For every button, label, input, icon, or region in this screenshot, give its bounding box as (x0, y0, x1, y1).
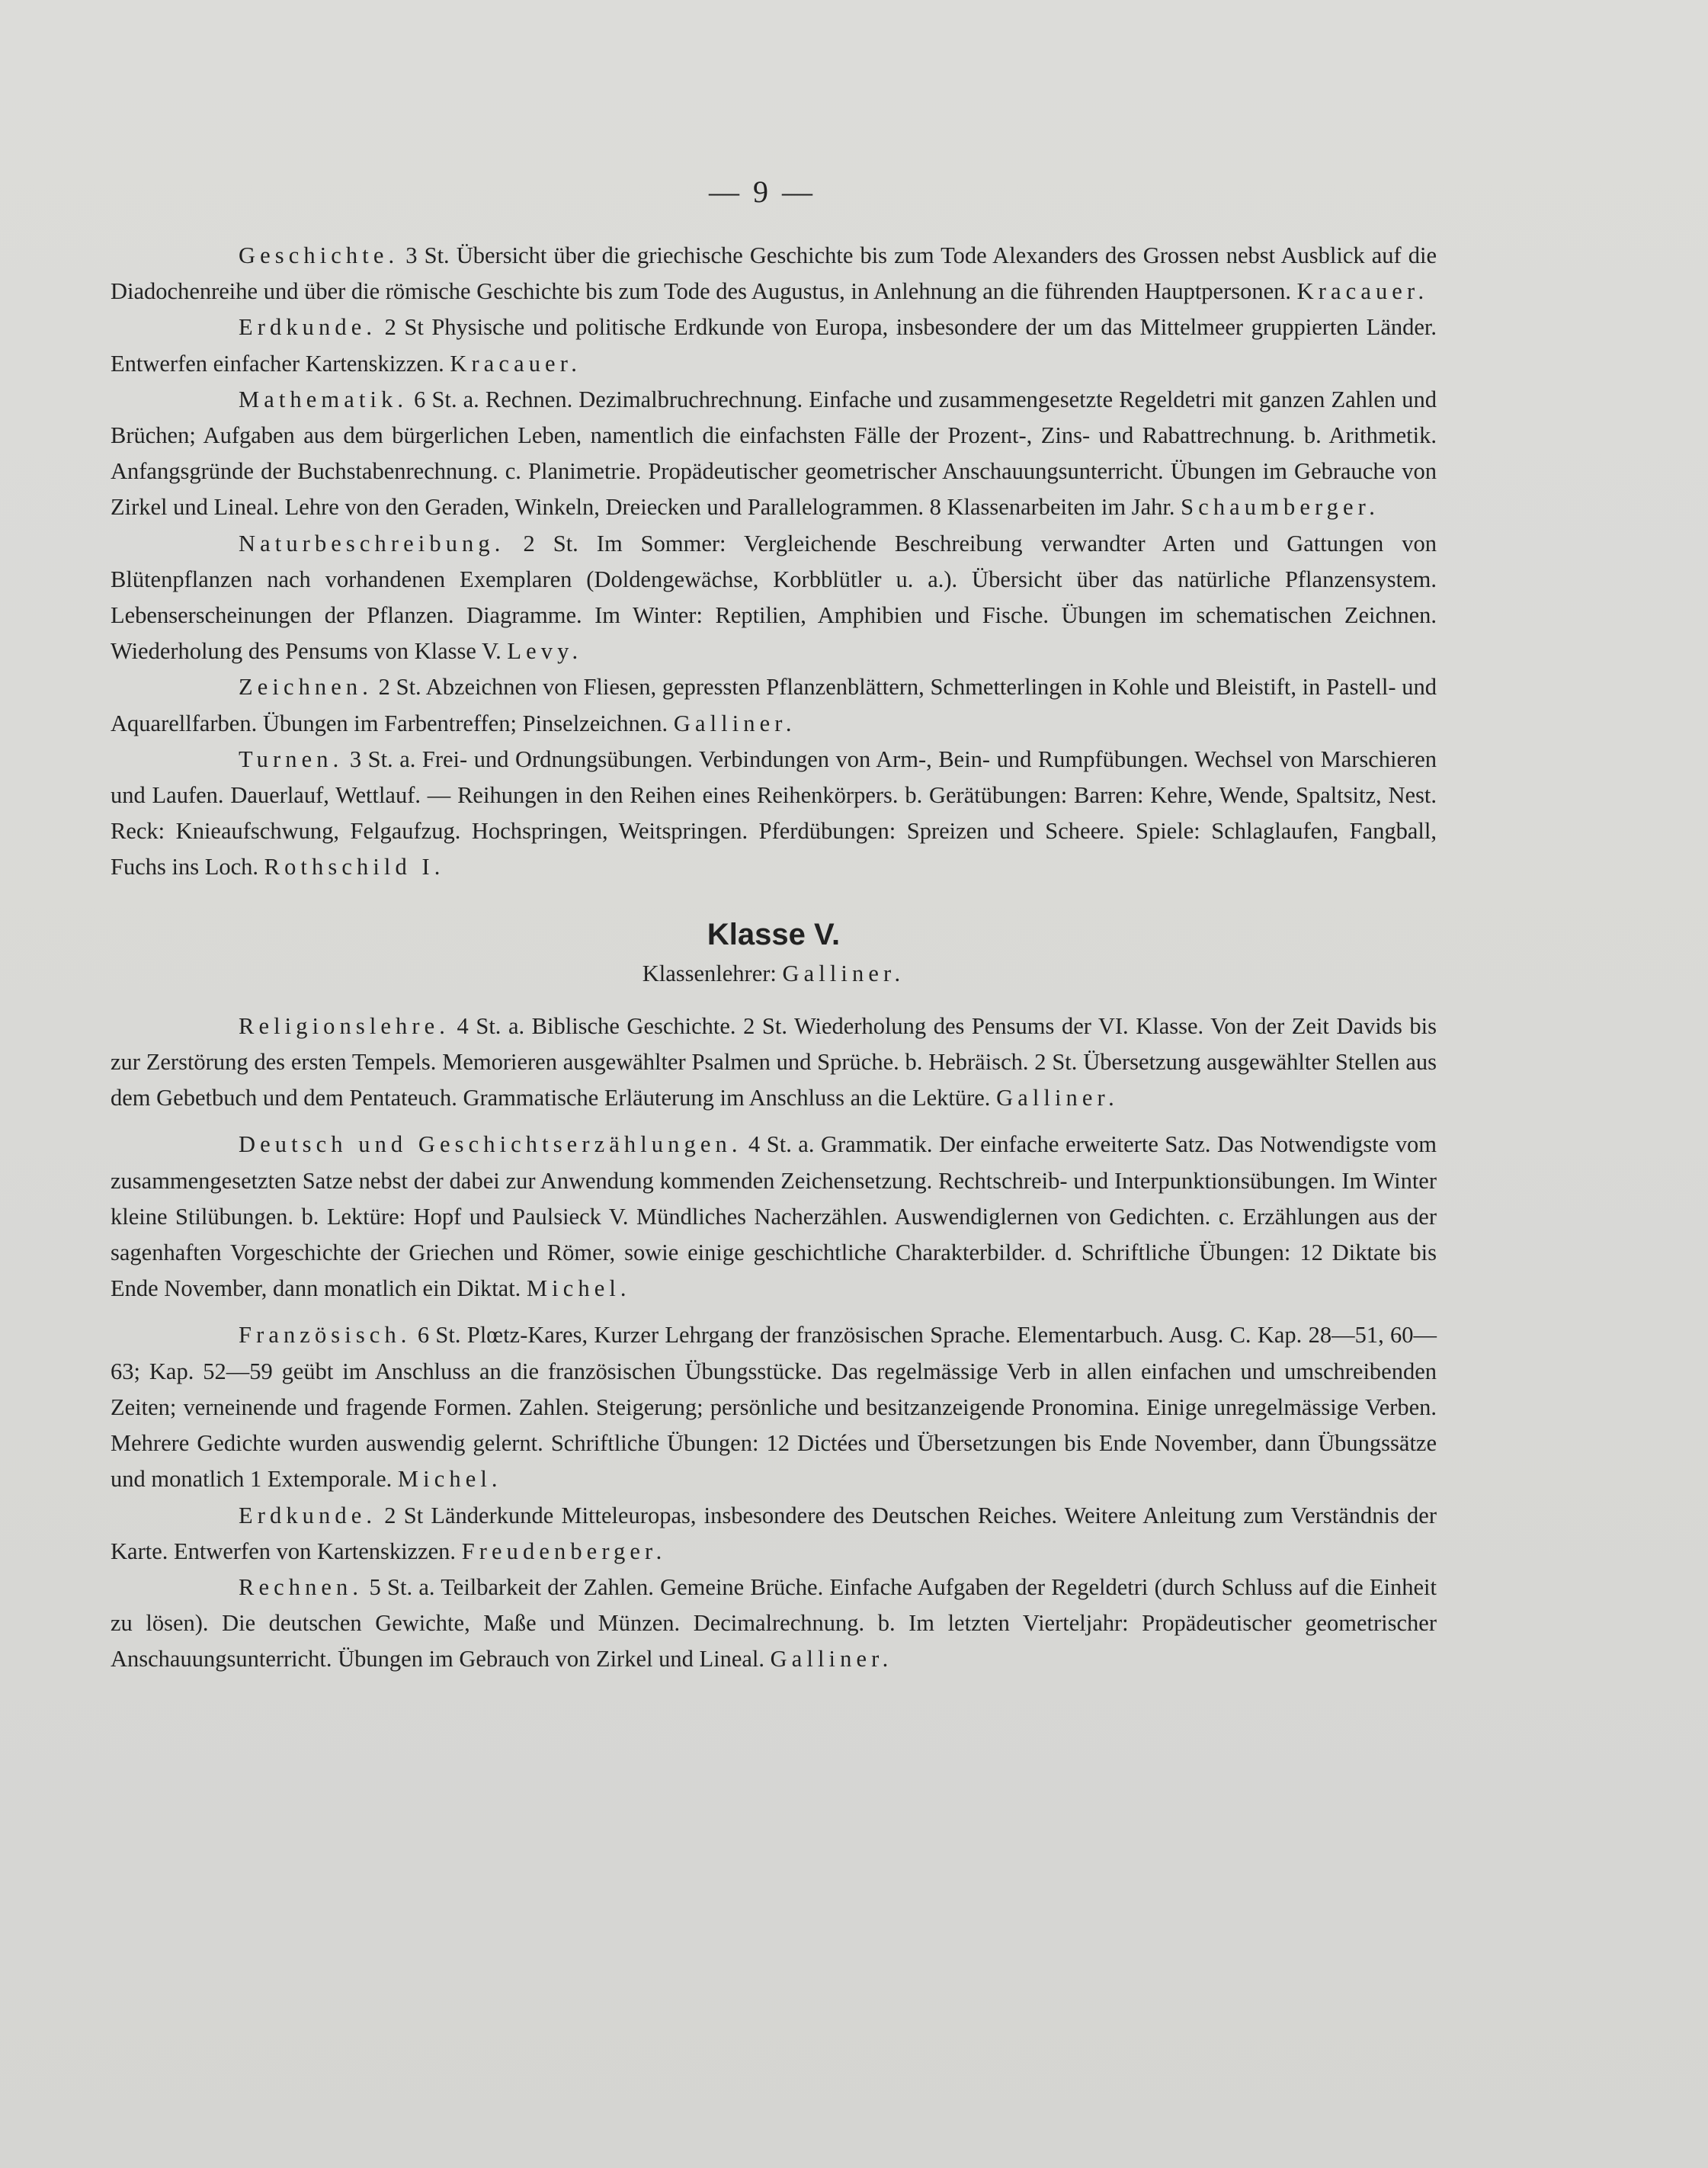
subject-label: Turnen. (239, 746, 344, 772)
subject-label: Rechnen. (239, 1573, 364, 1600)
subject-label: Zeichnen. (239, 674, 373, 701)
paragraph-mathematik (111, 382, 1437, 526)
subject-label: Naturbeschreibung. (239, 530, 505, 556)
paragraph-rechnen (111, 1570, 1437, 1678)
paragraph-text: 2 St Länderkunde Mitteleuropas, insbesondere des Deutschen Reiches. Weitere Anleitung zum Verständnis der Karte. Entwerfen von Kartenskizzen. (111, 1502, 1437, 1564)
paragraph-text: 6 St. a. Rechnen. Dezimalbruchrechnung. Einfache und zusammengesetzte Regeldetri mit ganzen Zahlen und Brüchen; Aufgaben aus dem bürgerlichen Leben, namentlich die einfachsten Fälle der Prozent-, Zins- und Rabattrechnung. b. Arithmetik. Anfangsgründe der Buchstabenrechnung. c. Planimetrie. Propädeutischer geometrischer Anschauungsunterricht. Übungen im Gebrauche von Zirkel und Lineal. Lehre von den Geraden, Winkeln, Dreiecken und Parallelogrammen. 8 Klassenarbeiten im Jahr. (111, 386, 1437, 521)
subject-label: Religionslehre. (239, 1012, 450, 1039)
subject-label: Geschichte. (239, 242, 399, 268)
class-teacher-line (111, 956, 1437, 992)
teacher-name: Galliner. (673, 710, 796, 736)
text-column (111, 238, 1437, 1678)
subject-label: Erdkunde. (239, 1502, 377, 1528)
subject-label: Deutsch und Geschichtserzählungen. (239, 1131, 742, 1158)
paragraph-text: 3 St. Übersicht über die griechische Geschichte bis zum Tode Alexanders des Grossen nebst Ausblick auf die Diadochenreihe und über die römische Geschichte bis zum Tode des Augustus, in Anlehnung an die führenden Hauptpersonen. (111, 242, 1437, 305)
teacher-name: Galliner. (770, 1646, 893, 1673)
paragraph-zeichnen (111, 669, 1437, 741)
teacher-name: Kracauer. (1296, 278, 1429, 305)
paragraph-text: 4 St. a. Biblische Geschichte. 2 St. Wiederholung des Pensums der VI. Klasse. Von der Zeit Davids bis zur Zerstörung des ersten Tempels. Memorieren ausgewählter Psalmen und Sprüche. b. Hebräisch. 2 St. Übersetzung ausgewählter Stellen aus dem Gebetbuch und dem Pentateuch. Grammatische Erläuterung im Anschluss an die Lektüre. (111, 1012, 1437, 1111)
paragraph-deutsch (111, 1127, 1437, 1307)
teacher-name: Freudenberger. (461, 1538, 667, 1564)
paragraph-naturbeschreibung (111, 526, 1437, 670)
paragraph-text: 4 St. a. Grammatik. Der einfache erweiterte Satz. Das Notwendigste vom zusammengesetzten Satze nebst der dabei zur Anwendung kommenden Zeichensetzung. Rechtschreib- und Interpunktionsübungen. Im Winter kleine Stilübungen. b. Lektüre: Hopf und Paulsieck V. Mündliches Nacherzählen. Auswendiglernen von Gedichten. c. Erzählungen aus der sagenhaften Vorgeschichte der Griechen und Römer, sowie einige geschichtliche Charakterbilder. d. Schriftliche Übungen: 12 Diktate bis Ende November, dann monatlich ein Diktat. (111, 1131, 1437, 1302)
class-teacher-label: Klassenlehrer: (642, 960, 783, 986)
subject-label: Erdkunde. (239, 314, 377, 341)
paragraph-text: 5 St. a. Teilbarkeit der Zahlen. Gemeine Brüche. Einfache Aufgaben der Regeldetri (durch Schluss auf die Einheit zu lösen). Die deutschen Gewichte, Maße und Münzen. Decimalrechnung. b. Im letzten Vierteljahr: Propädeutischer geometrischer Anschauungsunterricht. Übungen im Gebrauch von Zirkel und Lineal. (111, 1573, 1437, 1673)
teacher-name: Galliner. (996, 1085, 1119, 1111)
paragraph-text: 2 St. Abzeichnen von Fliesen, gepressten Pflanzenblättern, Schmetterlingen in Kohle und Bleistift, in Pastell- und Aquarellfarben. Übungen im Farbentreffen; Pinselzeichnen. (111, 674, 1437, 736)
paragraph-erdkunde-v (111, 1498, 1437, 1570)
teacher-name: Kracauer. (450, 350, 582, 377)
paragraph-geschichte (111, 238, 1437, 309)
class-teacher-name: Galliner. (782, 960, 905, 986)
subject-label: Mathematik. (239, 386, 409, 412)
paragraph-erdkunde (111, 309, 1437, 381)
teacher-name: Michel. (397, 1466, 502, 1493)
subject-label: Französisch. (239, 1322, 412, 1349)
teacher-name: Rothschild I. (264, 854, 445, 880)
page-number: — 9 — (709, 175, 816, 209)
teacher-name: Levy. (507, 638, 583, 665)
paragraph-turnen (111, 742, 1437, 886)
teacher-name: Michel. (526, 1275, 631, 1302)
paragraph-text: 2 St. Im Sommer: Vergleichende Beschreibung verwandter Arten und Gattungen von Blütenpflanzen nach vorhandenen Exemplaren (Doldengewächse, Korbblütler u. a.). Übersicht über das natürliche Pflanzensystem. Lebenserscheinungen der Pflanzen. Diagramme. Im Winter: Reptilien, Amphibien und Fische. Übungen im schematischen Zeichnen. Wiederholung des Pensums von Klasse V. (111, 530, 1437, 665)
paragraph-text: 2 St Physische und politische Erdkunde von Europa, insbesondere der um das Mittelmeer gruppierten Länder. Entwerfen einfacher Kartenskizzen. (111, 314, 1437, 377)
paragraph-text: 3 St. a. Frei- und Ordnungsübungen. Verbindungen von Arm-, Bein- und Rumpfübungen. Wechsel von Marschieren und Laufen. Dauerlauf, Wettlauf. — Reihungen in den Reihen eines Reihenkörpers. b. Gerätübungen: Barren: Kehre, Wende, Spaltsitz, Nest. Reck: Knieaufschwung, Felgaufzug. Hochspringen, Weitspringen. Pferdübungen: Spreizen und Scheere. Spiele: Schlaglaufen, Fangball, Fuchs ins Loch. (111, 746, 1437, 880)
paragraph-text: 6 St. Plœtz-Kares, Kurzer Lehrgang der französischen Sprache. Elementarbuch. Ausg. C. Kap. 28—51, 60—63; Kap. 52—59 geübt im Anschluss an die französischen Übungsstücke. Das regelmässige Verb in allen einfachen und umschreibenden Zeiten; verneinende und fragende Formen. Zahlen. Steigerung; persönliche und besitzanzeigende Pronomina. Einige unregelmässige Verben. Mehrere Gedichte wurden auswendig gelernt. Schriftliche Übungen: 12 Dictées und Übersetzungen bis Ende November, dann Übungssätze und monatlich 1 Extemporale. (111, 1322, 1437, 1493)
section-heading: Klasse V. (707, 917, 841, 951)
paragraph-franzoesisch (111, 1317, 1437, 1497)
paragraph-religionslehre (111, 1009, 1437, 1117)
teacher-name: Schaumberger. (1181, 494, 1380, 521)
